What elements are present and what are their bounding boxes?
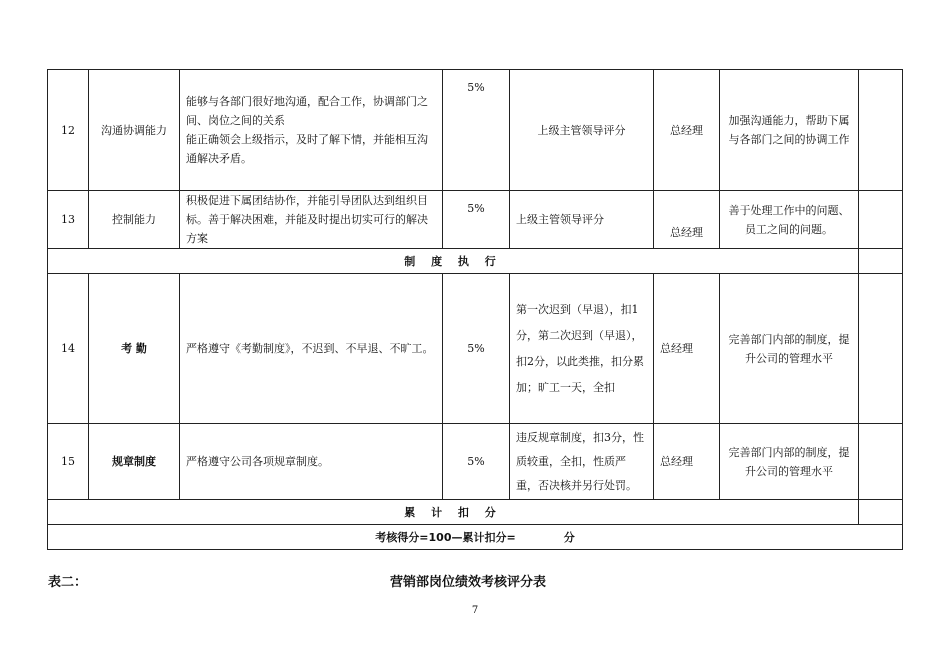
cumulative-label: 累 计 扣 分 — [48, 500, 859, 525]
improvement-suggestion: 加强沟通能力，帮助下属与各部门之间的协调工作 — [720, 70, 859, 191]
score-formula-cell — [48, 525, 903, 550]
item-description: 严格遵守《考勤制度》，不迟到、不早退、不旷工。 — [180, 274, 443, 424]
item-description: 能够与各部门很好地沟通，配合工作，协调部门之间、岗位之间的关系 能正确领会上级指示，及时了解下情，并能相互沟通解决矛盾。 — [180, 70, 443, 191]
improvement-suggestion: 善于处理工作中的问题、员工之间的问题。 — [720, 191, 859, 249]
table-row-13 — [48, 191, 903, 249]
section-header-row — [48, 249, 903, 274]
scoring-method: 第一次迟到（早退），扣1分，第二次迟到（早退），扣2分，以此类推，扣分累加；旷工一天，全扣 — [510, 274, 654, 424]
score-formula: 考核得分=100—累计扣分= — [375, 530, 516, 544]
item-weight: 5% — [443, 424, 510, 500]
item-name: 考 勤 — [89, 274, 180, 424]
assessor: 总经理 — [654, 274, 720, 424]
item-name: 控制能力 — [89, 191, 180, 249]
row-number: 13 — [48, 191, 89, 249]
item-name: 沟通协调能力 — [89, 70, 180, 191]
row-number: 15 — [48, 424, 89, 500]
score-cell — [859, 191, 903, 249]
item-weight: 5% — [443, 274, 510, 424]
assessor: 总经理 — [654, 424, 720, 500]
assessor: 总经理 — [654, 191, 720, 249]
improvement-suggestion: 完善部门内部的制度，提升公司的管理水平 — [720, 274, 859, 424]
score-cell — [859, 249, 903, 274]
section-title: 制 度 执 行 — [48, 249, 859, 274]
cumulative-row — [48, 500, 903, 525]
assessor: 总经理 — [654, 70, 720, 191]
item-weight: 5% — [443, 70, 510, 191]
next-table-title: 营销部岗位绩效考核评分表 — [390, 575, 547, 590]
score-cell — [859, 500, 903, 525]
score-cell — [859, 70, 903, 191]
score-cell — [859, 274, 903, 424]
score-cell — [859, 424, 903, 500]
row-number: 14 — [48, 274, 89, 424]
table-row-15 — [48, 424, 903, 500]
row-number: 12 — [48, 70, 89, 191]
item-description: 严格遵守公司各项规章制度。 — [180, 424, 443, 500]
page-number: 7 — [471, 605, 479, 616]
score-unit: 分 — [563, 530, 575, 544]
scoring-method: 上级主管领导评分 — [510, 70, 654, 191]
item-description: 积极促进下属团结协作，并能引导团队达到组织目标。善于解决困难，并能及时提出切实可行的解决方案 — [180, 191, 443, 249]
item-weight: 5% — [443, 191, 510, 249]
score-formula-row — [48, 525, 903, 550]
item-name: 规章制度 — [89, 424, 180, 500]
table-label: 表二： — [48, 575, 88, 590]
table-row-14 — [48, 274, 903, 424]
scoring-method: 违反规章制度，扣3分，性质较重，全扣，性质严重，否决核并另行处罚。 — [510, 424, 654, 500]
evaluation-table — [47, 69, 903, 550]
table-row-12 — [48, 70, 903, 191]
scoring-method: 上级主管领导评分 — [510, 191, 654, 249]
improvement-suggestion: 完善部门内部的制度，提升公司的管理水平 — [720, 424, 859, 500]
